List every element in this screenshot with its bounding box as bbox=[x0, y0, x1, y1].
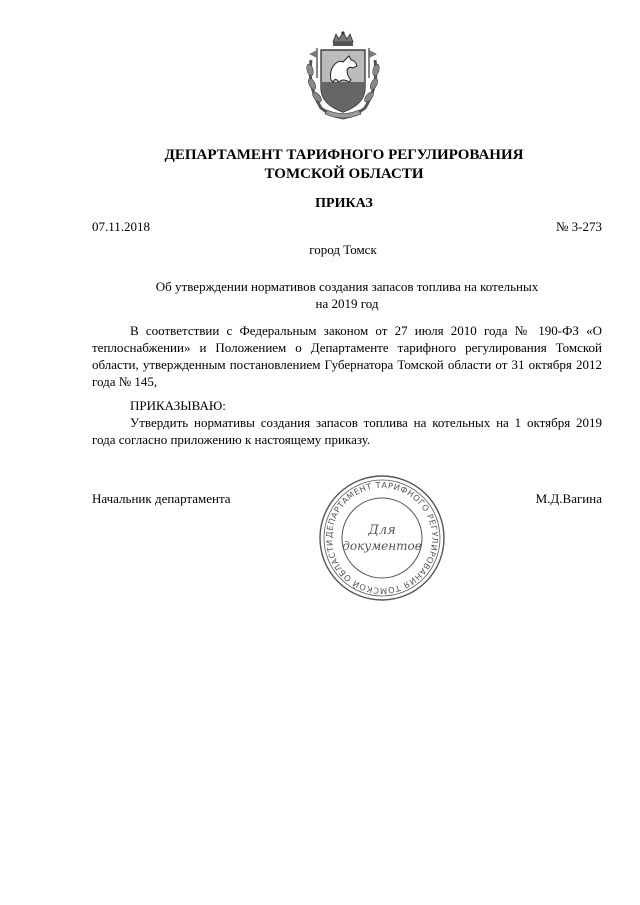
signatory-name: М.Д.Вагина bbox=[535, 491, 602, 506]
official-seal-stamp bbox=[318, 474, 446, 602]
tomsk-oblast-coat-of-arms-icon bbox=[303, 30, 383, 122]
document-city: город Томск bbox=[309, 242, 377, 257]
document-number: № 3-273 bbox=[556, 219, 602, 234]
document-type-heading: ПРИКАЗ bbox=[315, 196, 373, 211]
document-date: 07.11.2018 bbox=[92, 219, 151, 234]
document-subject bbox=[92, 278, 602, 312]
coat-of-arms-emblem bbox=[303, 30, 383, 122]
department-title-line2: ТОМСКОЙ ОБЛАСТИ bbox=[264, 166, 424, 182]
order-item-paragraph: Утвердить нормативы создания запасов топлива на котельных на 1 октября 2019 года согласно приложению к настоящему приказу. bbox=[92, 415, 602, 447]
subject-line2: на 2019 год bbox=[315, 296, 379, 311]
department-title-line1: ДЕПАРТАМЕНТ ТАРИФНОГО РЕГУЛИРОВАНИЯ bbox=[164, 147, 524, 163]
subject-line1: Об утверждении нормативов создания запасов топлива на котельных bbox=[155, 279, 539, 294]
seal-ring-text: ДЕПАРТАМЕНТ ТАРИФНОГО РЕГУЛИРОВАНИЯ ТОМСКОЙ ОБЛАСТИ bbox=[323, 479, 441, 597]
seal-center-line1: Для bbox=[368, 523, 396, 538]
decree-word: ПРИКАЗЫВАЮ: bbox=[130, 398, 226, 413]
seal-stamp-graphic bbox=[318, 474, 446, 602]
seal-center-line2: документов bbox=[342, 539, 422, 553]
preamble-paragraph: В соответствии с Федеральным законом от 27 июля 2010 года № 190-ФЗ «О теплоснабжении» и Положением о Департаменте тарифного регулирования Томской области, утвержденным постановлением Губернатора Томской области от 31 октября 2012 года № 145, bbox=[92, 323, 602, 389]
signatory-position: Начальник департамента bbox=[92, 491, 231, 506]
